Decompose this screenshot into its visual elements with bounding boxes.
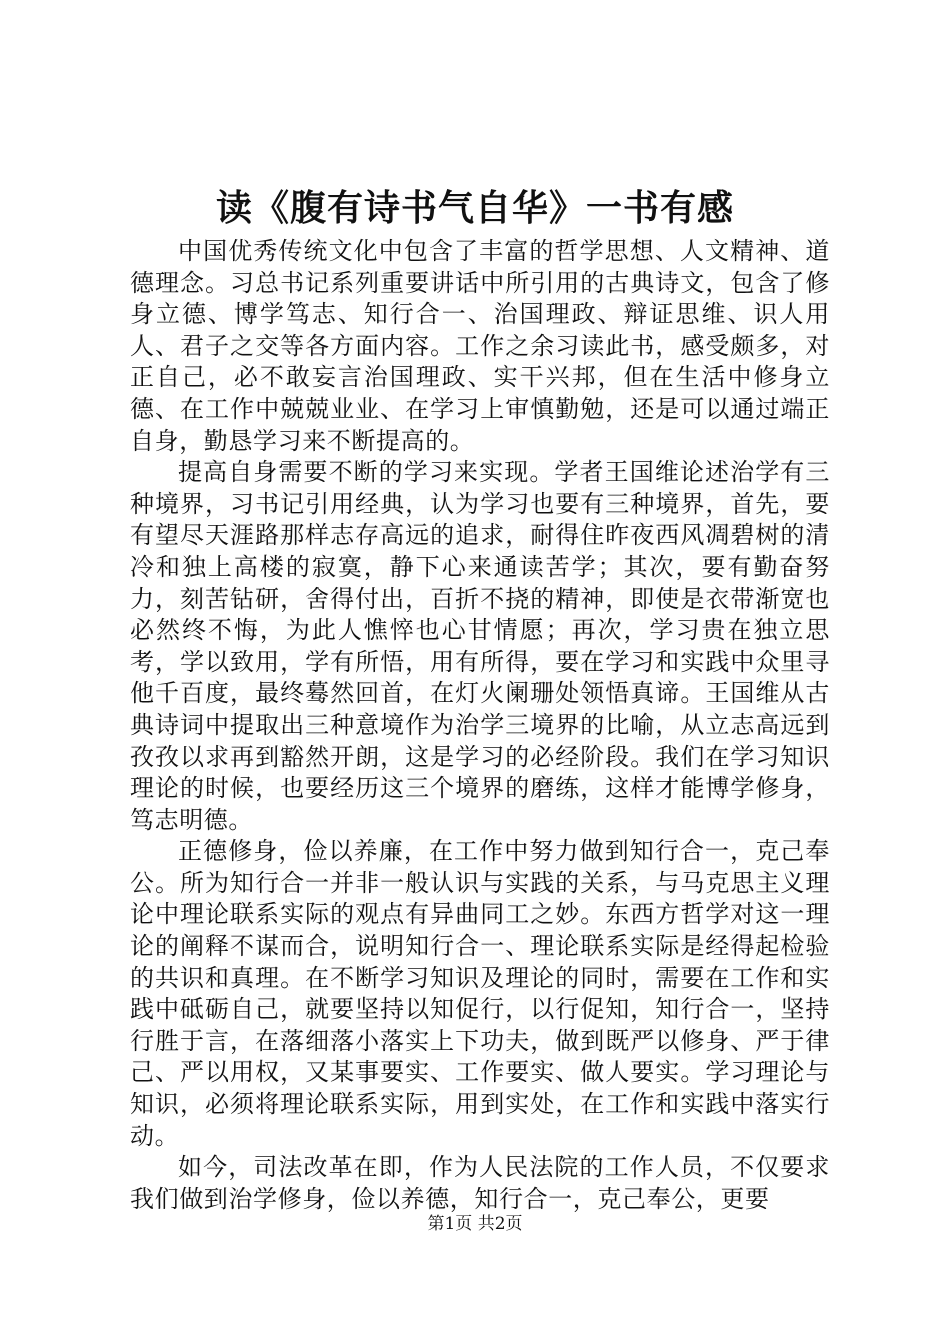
document-body <box>130 236 830 1215</box>
paragraph-3: 正德修身，俭以养廉，在工作中努力做到知行合一，克己奉公。所为知行合一并非一般认识与实践的关系，与马克思主义理论中理论联系实际的观点有异曲同工之妙。东西方哲学对这一理论的阐释不谋而合，说明知行合一、理论联系实际是经得起检验的共识和真理。在不断学习知识及理论的同时，需要在工作和实践中砥砺自己，就要坚持以知促行，以行促知，知行合一，坚持行胜于言，在落细落小落实上下功夫，做到既严以修身、严于律己、严以用权，又某事要实、工作要实、做人要实。学习理论与知识，必须将理论联系实际，用到实处，在工作和实践中落实行动。 <box>130 837 830 1150</box>
document-title: 读《腹有诗书气自华》一书有感 <box>215 187 734 229</box>
page-number-footer: 第1页 共2页 <box>427 1214 523 1234</box>
paragraph-1: 中国优秀传统文化中包含了丰富的哲学思想、人文精神、道德理念。习总书记系列重要讲话中所引用的古典诗文，包含了修身立德、博学笃志、知行合一、治国理政、辩证思维、识人用人、君子之交等各方面内容。工作之余习读此书，感受颇多，对正自己，必不敢妄言治国理政、实干兴邦，但在生活中修身立德、在工作中兢兢业业、在学习上审慎勤勉，还是可以通过端正自身，勤恳学习来不断提高的。 <box>130 237 830 455</box>
paragraph-2: 提高自身需要不断的学习来实现。学者王国维论述治学有三种境界，习书记引用经典，认为学习也要有三种境界，首先，要有望尽天涯路那样志存高远的追求，耐得住昨夜西风凋碧树的清冷和独上高楼的寂寞，静下心来通读苦学；其次，要有勤奋努力，刻苦钻研，舍得付出，百折不挠的精神，即使是衣带渐宽也必然终不悔，为此人憔悴也心甘情愿；再次，学习贵在独立思考，学以致用，学有所悟，用有所得，要在学习和实践中众里寻他千百度，最终蓦然回首，在灯火阑珊处领悟真谛。王国维从古典诗词中提取出三种意境作为治学三境界的比喻，从立志高远到孜孜以求再到豁然开朗，这是学习的必经阶段。我们在学习知识理论的时候，也要经历这三个境界的磨练，这样才能博学修身，笃志明德。 <box>130 458 830 834</box>
paragraph-4: 如今，司法改革在即，作为人民法院的工作人员，不仅要求我们做到治学修身，俭以养德，知行合一，克己奉公，更要 <box>130 1153 830 1213</box>
